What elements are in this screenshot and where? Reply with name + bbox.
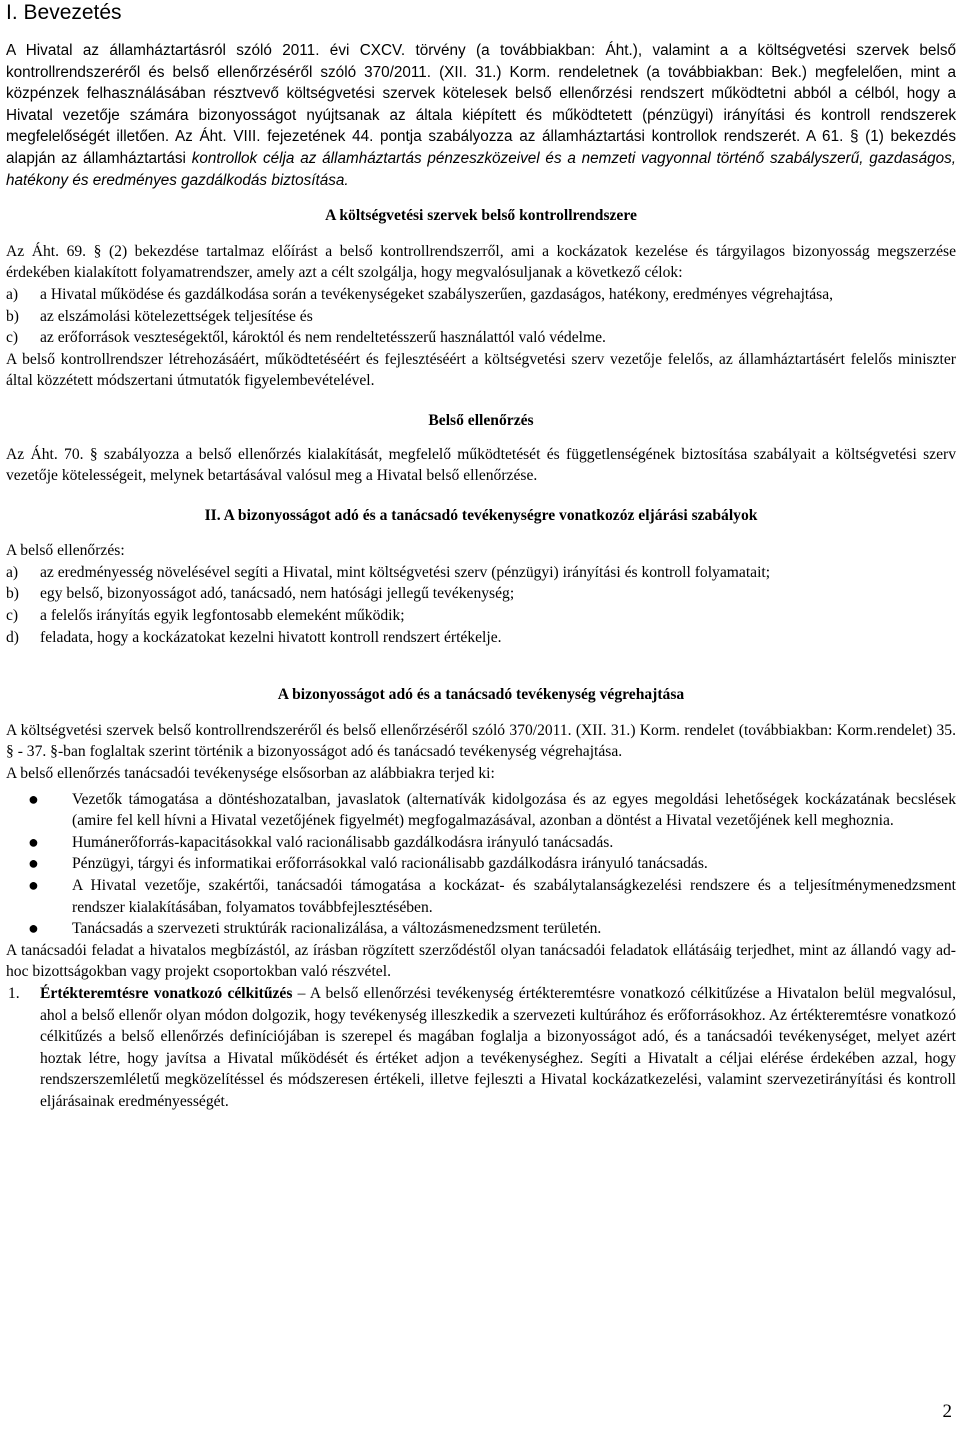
section3-paragraph: A belső ellenőrzés: [6, 542, 125, 560]
list-item-text: az erőforrások veszteségektől, károktól és nem rendeltetésszerű használattól való védelme. [40, 329, 606, 347]
list-item-text: Pénzügyi, tárgyi és informatikai erőforrásokkal való racionálisabb gazdálkodásra irányuló tanácsadás. [72, 855, 708, 873]
section4-paragraph-1: A költségvetési szervek belső kontrollrendszeréről és belső ellenőrzéséről szóló 370/2011. (XII. 31.) Korm. rendelet (továbbiakban: Korm.rendelet) 35. § - 37. §-ban foglaltak szerint történik a bizonyosságot adó és tanácsadó tevékenység végrehajtása. [6, 721, 956, 761]
list-item-text: A Hivatal vezetője, szakértői, tanácsadói támogatása a kockázat- és szabálytalanságkezelési rendszere és a teljesítménymenedzsment rendszer kialakításában, folyamatos továbbfejlesztésében. [72, 877, 956, 916]
intro-italic-quote: kontrollok célja az államháztartás pénzeszközeivel és a nemzeti vagyonnal történő szabályszerű, gazdaságos, hatékony és eredményes gazdálkodás biztosítása. [6, 149, 956, 189]
list-marker: a) [6, 563, 19, 581]
list-item [6, 562, 956, 584]
list-marker: c) [6, 607, 19, 625]
bullet-icon: ● [28, 831, 39, 852]
section2-paragraph: Az Áht. 70. § szabályozza a belső ellenőrzés kialakítását, megfelelő működtetését és függetlenségének biztosítása szabályait a költségvetési szerv vezetője kötelességeit, melynek betartásával valósul meg a Hivatal belső ellenőrzése. [6, 445, 956, 485]
list-marker: a) [6, 285, 19, 303]
list-item-text: a Hivatal működése és gazdálkodása során a tevékenységeket szabályszerűen, gazdaságos, hatékony, eredményes végrehajtása, [40, 285, 834, 303]
list-item [6, 832, 956, 854]
list-marker: 1. [8, 984, 20, 1002]
list-item [6, 583, 956, 605]
intro-paragraph [6, 40, 956, 191]
section4-bullet-list [6, 789, 956, 940]
chapter-title-ii: II. A bizonyosságot adó és a tanácsadó tevékenységre vonatkozóz eljárási szabályok [204, 506, 758, 524]
list-item-text: Humánerőforrás-kapacitásokkal való racionálisabb gazdálkodásra irányuló tanácsadás. [72, 833, 614, 851]
list-item [6, 284, 956, 306]
numbered-list [6, 983, 956, 1113]
list-item [6, 918, 956, 940]
list-item [6, 627, 956, 649]
chapter-heading: I. Bevezetés [6, 1, 122, 24]
bullet-icon: ● [28, 853, 39, 874]
list-item-text: egy belső, bizonyosságot adó, tanácsadó, nem hatósági jellegű tevékenység; [40, 585, 515, 603]
list-marker: b) [6, 585, 19, 603]
document-page [6, 0, 956, 1113]
section-title-belso-ellenorzes: Belső ellenőrzés [428, 411, 534, 429]
section1-list [6, 284, 956, 349]
section-title-kontrollrendszer: A költségvetési szervek belső kontrollrendszere [325, 207, 637, 225]
list-item [6, 327, 956, 349]
list-marker: d) [6, 628, 19, 646]
bullet-icon: ● [28, 875, 39, 895]
list-item-text: az eredményesség növelésével segíti a Hivatal, mint költségvetési szerv (pénzügyi) irányítási és kontroll folyamatait; [40, 563, 771, 581]
list-item [6, 789, 956, 832]
intro-text-part1: A Hivatal az államháztartásról szóló 2011. évi CXCV. törvény (a továbbiakban: Áht.), valamint a a költségvetési szervek belső kontrollrendszeréről és belső ellenőrzéséről szóló 370/2011. (XII. 31.) Korm. rendeletnek (a továbbiakban: Bek.) [6, 42, 956, 81]
section3-list [6, 562, 956, 648]
list-item-text: az elszámolási kötelezettségek teljesítése és [40, 307, 313, 325]
intro-text-part2: megfelelően, mint a közpénzek felhasználásában résztvevő költségvetési szervek kötelesek belső ellenőrzési rendszert működtetni abból a célból, hogy a Hivatal vezetője számára bizonyosságot nyújtsanak az általa kiépített és működtetett (pénzügyi) irányítási és kontroll rendszerek megfelelőségét illetően. Az Áht. VIII. fejezetének 44. pontja szabályozza az államháztartási kontrollok rendszerét. A 61. § (1) bekezdés alapján az államháztartási [6, 63, 956, 167]
list-item [6, 605, 956, 627]
section4-paragraph-2: A belső ellenőrzés tanácsadói tevékenysége elsősorban az alábbiakra terjed ki: [6, 765, 495, 783]
list-item-text: Vezetők támogatása a döntéshozatalban, javaslatok (alternatívák kidolgozása és az egyes megoldási lehetőségek kockázatának becslések (amire fel kell hívni a Hivatal vezetőjének figyelmét) megfogalmazásával, azonban a döntést a Hivatal vezetőjének kell meghoznia. [72, 790, 956, 830]
bullet-icon: ● [28, 788, 39, 809]
list-marker: c) [6, 329, 19, 347]
section-title-vegrehajtas: A bizonyosságot adó és a tanácsadó tevékenység végrehajtása [277, 686, 685, 704]
list-marker: b) [6, 307, 19, 325]
list-item-text: Tanácsadás a szervezeti struktúrák racionalizálása, a változásmenedzsment területén. [72, 920, 602, 938]
list-item [6, 306, 956, 328]
list-item-bold-title: Értékteremtésre vonatkozó célkitűzés [40, 984, 293, 1002]
list-item [6, 875, 956, 918]
list-item [6, 853, 956, 875]
section1-paragraph-2: A belső kontrollrendszer létrehozásáért, működtetéséért és fejlesztéséért a költségvetési szerv vezetője felelős, az államháztartásért felelős miniszter által közzétett módszertani útmutatók figyelembevételével. [6, 350, 956, 390]
bullet-icon: ● [28, 918, 39, 939]
list-item-text: a felelős irányítás egyik legfontosabb elemeként működik; [40, 607, 405, 625]
list-item-text: – A belső ellenőrzési tevékenység értékteremtésre vonatkozó célkitűzése a Hivatalon belül megvalósul, ahol a belső ellenőr olyan módon dolgozik, hogy tevékenység illeszkedik a szervezeti kultúrához és erőforrásokhoz. Az értékteremtésre vonatkozó célkitűzés a belső ellenőrzés definíciójában is szerepel és magában foglalja a bizonyosságot adó, és a tanácsadói tevékenységet, melyet azért hoztak létre, hogy javítsa a Hivatal működését és értéket adjon a tevékenységhez. Segíti a Hivatalt a céljai elérése érdekében azzal, hogy rendszerszemléletű megközelítéssel és módszeresen értékeli, illetve fejleszti a Hivatal kockázatkezelési, valamint szervezetirányítási és kontroll eljárásainak eredményességét. [40, 984, 956, 1110]
page-number: 2 [942, 1401, 952, 1423]
list-item-text: feladata, hogy a kockázatokat kezelni hivatott kontroll rendszert értékelje. [40, 628, 502, 646]
section1-paragraph: Az Áht. 69. § (2) bekezdése tartalmaz előírást a belső kontrollrendszerről, ami a kockázatok kezelése és tárgyilagos bizonyosság megszerzése érdekében kialakított folyamatrendszer, amely azt a célt szolgálja, hogy megvalósuljanak a következő célok: [6, 242, 956, 282]
list-item [6, 983, 956, 1113]
section4-paragraph-3: A tanácsadói feladat a hivatalos megbízástól, az írásban rögzített szerződéstől olyan tanácsadói feladatok ellátásáig terjedhet, mint az állandó vagy ad-hoc bizottságokban vagy projekt csoportokban való részvétel. [6, 941, 956, 981]
